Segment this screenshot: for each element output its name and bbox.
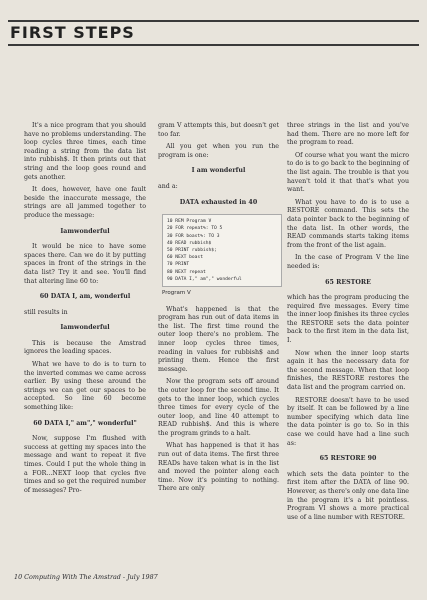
listing-caption: Program V [162, 289, 191, 296]
listing-line: 50 PRINT rubbish$; [167, 247, 217, 253]
message-output: I am wonderful [191, 167, 246, 175]
listing-line: 80 NEXT repeat [167, 269, 206, 275]
code-line: 60 DATA I, am, wonderful [39, 293, 131, 301]
paragraph: gram V attempts this, but doesn't get too far. [158, 122, 279, 138]
message-output: Iamwonderful [60, 324, 110, 332]
message-output: Iamwonderful [60, 227, 110, 235]
page-title: FIRST STEPS [10, 23, 135, 42]
paragraph: It does, however, have one fault beside the inaccurate message, the strings are all jammed together to produce the message: [24, 186, 146, 219]
paragraph: and a: [158, 182, 178, 190]
error-message: DATA exhausted in 40 [179, 198, 258, 206]
paragraph: still results in [24, 308, 68, 316]
paragraph: Now, suppose I'm flushed with success at getting my spaces into the message and want to repeat it five times. Could I put the whole thing in a FOR...NEXT loop that cycles five times and so get the required number of messages? Pro- [24, 435, 146, 494]
listing-line: 60 NEXT boast [167, 255, 203, 261]
listing-line: 70 PRINT [167, 262, 190, 268]
listing-line: 90 DATA I," am"," wonderful [167, 276, 242, 282]
paragraph: Of course what you want the micro to do is to go back to the beginning of the list again. The trouble is that you haven't told it that that's what you want. [287, 151, 409, 194]
paragraph: three strings in the list and you've had them. There are no more left for the program to read. [287, 122, 409, 147]
listing-line: 30 FOR boast%: TO 3 [167, 233, 220, 239]
paragraph: RESTORE doesn't have to be used by itself. It can be followed by a line number specifying which data line the data pointer is go to. So in this case we could have had a line such as: [287, 396, 409, 447]
paragraph: What you have to do is to use a RESTORE command. This sets the data pointer back to the beginning of the data list. In other words, the READ commands starts taking items from the front of the list again. [287, 198, 409, 249]
paragraph: What's happened is that the program has run out of data items in the list. The first time round the outer loop there's no problem. The inner loop cycles three times, reading in values for rubbish$ and printing them. Hence the first message. [158, 305, 279, 373]
listing-line: 10 REM Program V [167, 219, 212, 225]
code-line: 60 DATA I," am"," wonderful" [33, 419, 137, 427]
column-1 [24, 122, 146, 499]
paragraph: What has happened is that it has run out of data items. The first three READs have taken what is in the list and moved the pointer along each time. Now it's pointing to nothing. There are only [158, 442, 279, 493]
paragraph: which sets the data pointer to the first item after the DATA of line 90. However, as there's only one data line in the program it's a bit pointless. Program VI shows a more practical use of a line number with RESTORE. [287, 470, 409, 521]
listing-line: 20 FOR repeat%: TO 5 [167, 226, 223, 232]
page-footer: 10 Computing With The Amstrad - July 1987 [14, 573, 158, 581]
listing-line: 40 READ rubbish$ [167, 240, 212, 246]
code-line: 65 RESTORE [325, 278, 371, 286]
paragraph: Now the program sets off around the outer loop for the second time. It gets to the inner loop, which cycles three times for every cycle of the outer loop, and line 40 attempt to READ rubbish$. And this is where the program grinds to a halt. [158, 378, 279, 437]
paragraph: All you get when you run the program is one: [158, 143, 279, 159]
code-line: 65 RESTORE 90 [319, 455, 377, 463]
paragraph: Now when the inner loop starts again it has the necessary data for the second message. When that loop finishes, the RESTORE restores the data list and the program carried on. [287, 349, 409, 392]
paragraph: It's a nice program that you should have no problems understanding. The loop cycles three times, each time reading a string from the data list into rubbish$. It then prints out that string and the loop goes round and gets another. [24, 122, 146, 181]
section-header [8, 20, 419, 46]
paragraph: This is because the Amstrad ignores the leading spaces. [24, 339, 146, 356]
paragraph: which has the program producing the required five messages. Every time the inner loop finishes its three cycles the RESTORE sets the data pointer back to the first item in the data list, I. [287, 294, 409, 345]
column-3 [287, 122, 409, 526]
program-listing [162, 214, 282, 287]
paragraph: In the case of Program V the line needed is: [287, 254, 409, 270]
paragraph: What we have to do is to turn to the inverted commas we came across earlier. By using these around the strings we can get our spaces to be accepted. So line 60 become something like: [24, 361, 146, 412]
paragraph: It would be nice to have some spaces there. Can we do it by putting spaces in front of the strings in the data list? Try it and see. You'll find that altering line 60 to: [24, 243, 146, 285]
column-2 [158, 122, 279, 498]
